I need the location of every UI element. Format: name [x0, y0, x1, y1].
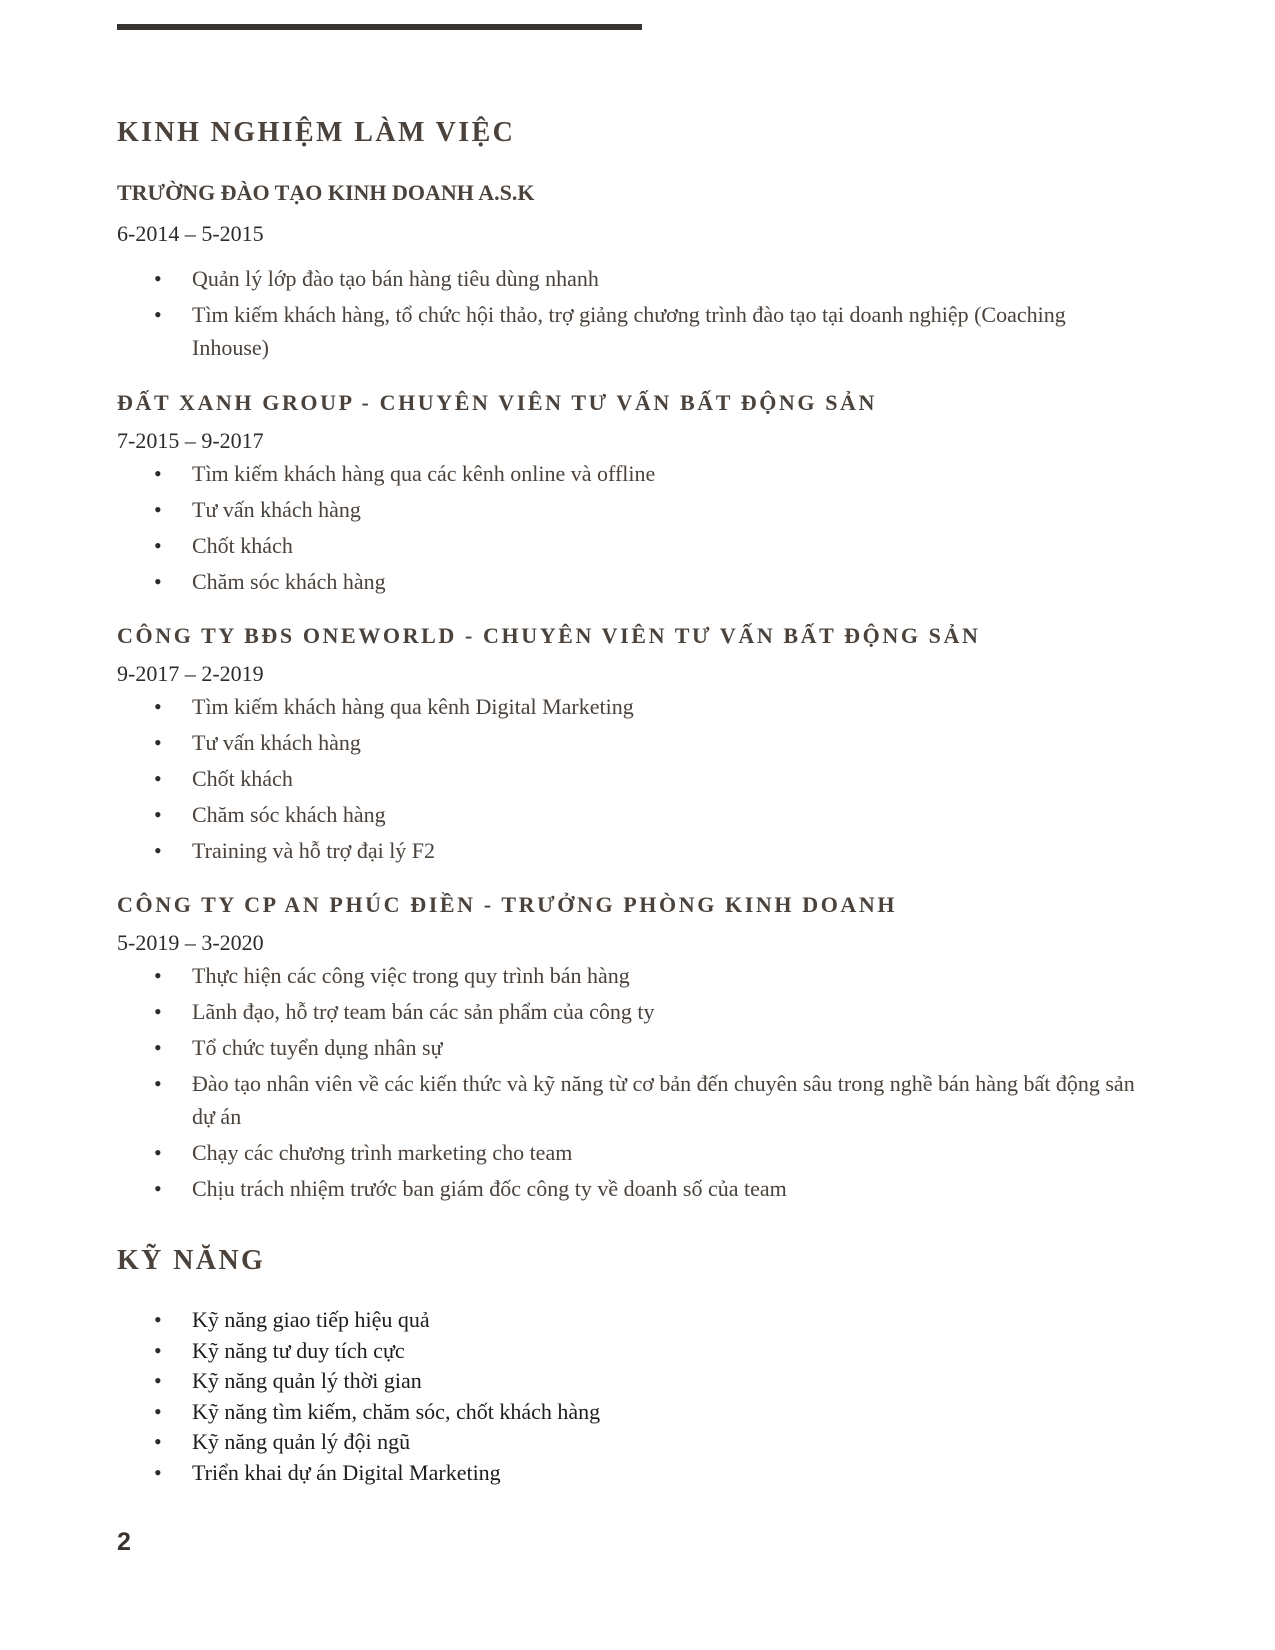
- job-dates-dat-xanh: 7-2015 – 9-2017: [117, 428, 264, 453]
- list-item: • Chạy các chương trình marketing cho team: [117, 1136, 1147, 1169]
- job-dates-ask: 6-2014 – 5-2015: [117, 221, 264, 246]
- job-dates-oneworld: 9-2017 – 2-2019: [117, 661, 264, 686]
- list-item: • Triển khai dự án Digital Marketing: [117, 1458, 1147, 1489]
- job-bullets-ask: [117, 262, 1147, 367]
- list-item: • Kỹ năng tìm kiếm, chăm sóc, chốt khách hàng: [117, 1397, 1147, 1428]
- list-item: • Chốt khách: [117, 529, 1147, 562]
- job-title-ask: TRƯỜNG ĐÀO TẠO KINH DOANH A.S.K: [117, 180, 535, 205]
- list-item: • Kỹ năng quản lý đội ngũ: [117, 1427, 1147, 1458]
- list-item: • Chốt khách: [117, 762, 1147, 795]
- list-item: • Kỹ năng tư duy tích cực: [117, 1336, 1147, 1367]
- page-number: 2: [117, 1528, 131, 1556]
- list-item: • Tìm kiếm khách hàng qua kênh Digital Marketing: [117, 690, 1147, 723]
- list-item: • Lãnh đạo, hỗ trợ team bán các sản phẩm của công ty: [117, 995, 1147, 1028]
- section-title-skills: KỸ NĂNG: [117, 1245, 266, 1276]
- list-item: • Kỹ năng quản lý thời gian: [117, 1366, 1147, 1397]
- list-item: • Chăm sóc khách hàng: [117, 565, 1147, 598]
- list-item: • Đào tạo nhân viên về các kiến thức và kỹ năng từ cơ bản đến chuyên sâu trong nghề bán hàng bất động sản dự án: [117, 1067, 1147, 1133]
- job-title-an-phuc-dien: CÔNG TY CP AN PHÚC ĐIỀN - TRƯỞNG PHÒNG KINH DOANH: [117, 892, 898, 917]
- list-item: • Tư vấn khách hàng: [117, 726, 1147, 759]
- job-bullets-dat-xanh: [117, 457, 1147, 601]
- list-item: • Chịu trách nhiệm trước ban giám đốc công ty về doanh số của team: [117, 1172, 1147, 1205]
- job-bullets-oneworld: [117, 690, 1147, 870]
- header-rule: [117, 24, 642, 30]
- list-item: • Tư vấn khách hàng: [117, 493, 1147, 526]
- job-dates-an-phuc-dien: 5-2019 – 3-2020: [117, 930, 264, 955]
- list-item: • Tìm kiếm khách hàng, tổ chức hội thảo, trợ giảng chương trình đào tạo tại doanh nghiệp (Coaching Inhouse): [117, 298, 1147, 364]
- list-item: • Tìm kiếm khách hàng qua các kênh online và offline: [117, 457, 1147, 490]
- section-title-experience: KINH NGHIỆM LÀM VIỆC: [117, 117, 516, 148]
- list-item: • Kỹ năng giao tiếp hiệu quả: [117, 1305, 1147, 1336]
- list-item: • Tổ chức tuyển dụng nhân sự: [117, 1031, 1147, 1064]
- skills-list: [117, 1305, 1147, 1488]
- list-item: • Quản lý lớp đào tạo bán hàng tiêu dùng nhanh: [117, 262, 1147, 295]
- list-item: • Thực hiện các công việc trong quy trình bán hàng: [117, 959, 1147, 992]
- job-title-oneworld: CÔNG TY BĐS ONEWORLD - CHUYÊN VIÊN TƯ VẤN BẤT ĐỘNG SẢN: [117, 623, 981, 648]
- job-bullets-an-phuc-dien: [117, 959, 1147, 1208]
- list-item: • Training và hỗ trợ đại lý F2: [117, 834, 1147, 867]
- job-title-dat-xanh: ĐẤT XANH GROUP - CHUYÊN VIÊN TƯ VẤN BẤT ĐỘNG SẢN: [117, 390, 878, 415]
- list-item: • Chăm sóc khách hàng: [117, 798, 1147, 831]
